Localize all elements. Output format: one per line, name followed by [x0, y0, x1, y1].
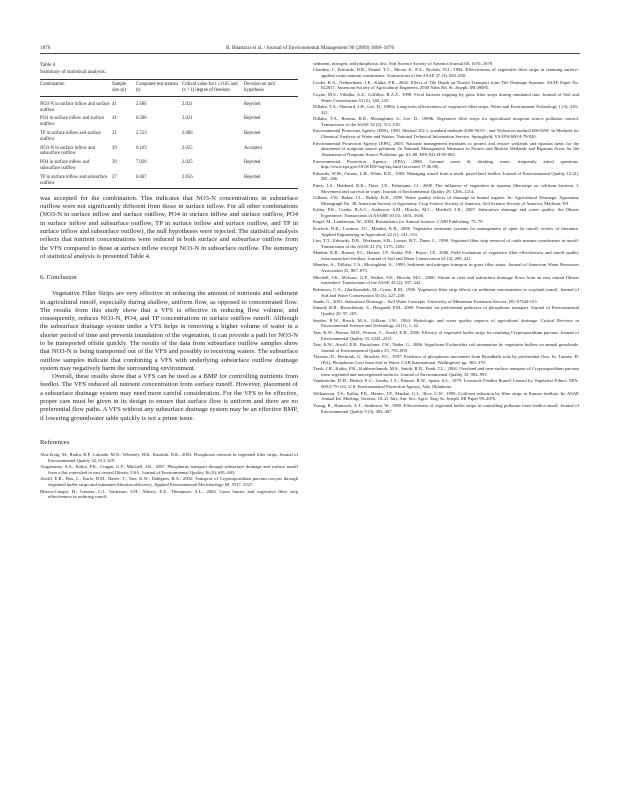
cell-decision: Accepted — [244, 145, 262, 151]
reference-item: Mitchell, J.K., McIsaac, G.F., Walker, S.E., Hirschi, M.C., 2000. Nitrate in river and subsurface drainage flows from an east central Illinois watershed. Transactions of the ASAE 43 (2), 337–342. — [313, 274, 579, 286]
references-list-left — [40, 452, 298, 500]
cell-sample-size: 39 — [112, 145, 117, 151]
cell-critical-value: 2.021 — [182, 116, 193, 122]
reference-item: Environmental Protection Agency (EPA), 2005. National management measures to protect and restore wetlands and riparian areas for the abatement of nonpoint source pollution. In National Management Measures to Protect and Restore Wetlands and Riparian Areas for the Abatement of Nonpoint Source Pollution, pp. 61–80. EPA 841-B-05-003. — [313, 140, 579, 158]
reference-item: Gilliam, J.W., Baker, J.L., Reddy, K.R., 1999. Water quality effects of drainage in humid regions. In: Agricultural Drainage, Agronomy Monograph No. 38. American Society of Agronomy, Crop Science Society of America, Soil Science Society of America, Madison, WI. — [313, 195, 579, 206]
col-sample-size: Sample size (n) — [112, 82, 127, 93]
reference-item: Mendez, A., Dillaha, T.A., Mostaghimi, S., 1999. Sediment and nitrogen transport in grass filter strips. Journal of American Water Resources Association 35, 867–875. — [313, 262, 579, 274]
references-list-right — [313, 61, 579, 414]
cell-test-statistic: 2.686 — [136, 101, 147, 107]
col-decision: Decision on null hypothesis — [244, 82, 275, 93]
cell-critical-value: 2.025 — [182, 160, 193, 166]
cell-test-statistic: 6.667 — [136, 174, 147, 180]
cell-combination: PO4 in surface inflow and subsurface outflow — [40, 160, 90, 171]
cell-sample-size: 21 — [112, 130, 117, 136]
header-rule — [40, 53, 580, 54]
col-combination: Combination — [40, 82, 65, 88]
table-row — [40, 96, 298, 115]
right-column — [313, 61, 579, 415]
table-row — [40, 173, 298, 188]
cell-critical-value: 2.086 — [182, 130, 193, 136]
cell-decision: Rejected — [244, 130, 261, 136]
intro-paragraph: was accepted for the combination. This indicates that NO3-N concentrations in subsurface outflow were not significantly different from those in surface inflow. For all other combinations (NO3-N in surface inflow and surface outflow, PO4 in surface inflow and surface outflow, PO4 in surface inflow and subsurface outflow, TP in surface inflow and surface outflow, and TP in surface inflow and subsurface outflow), the null hypotheses were rejected. The statistical analysis reflects that nutrient concentrations were reduced in both surface and subsurface outflow from the VFS compared to those at surface inflow except NO3-N in subsurface outflow. The summary of statistical analysis is presented Table 4. — [40, 194, 298, 260]
reference-item: Kalita, P.K., Cooke, R.A.C., Anderson, S.M., Hirschi, M.C., Mitchell, J.K., 2007. Subsurface drainage and water quality: the Illinois Experience. Transactions of ASABE 50 (5), 1651–1656. — [313, 207, 579, 219]
cell-decision: Rejected — [244, 116, 261, 122]
reference-item: Abu-Zreig, M., Rudra, R.P., Lalonde, M.N., Whiteley, H.R., Kaushik, N.K., 2003. Phosphorus removal in vegetated filter strips. Journal of Environmental Quality 32, 613–619. — [40, 451, 298, 463]
reference-item: Blanco-Canqui, H., Gantzer, C.J., Anderson, S.H., Alberts, E.E., Thompson, A.L., 2004. Grass barrier and vegetative filter strip effectiveness in reducing runoff, — [40, 488, 298, 500]
reference-item: Young, R., Huntrods, A.T., Anderson, W., 1980. Effectiveness of vegetated buffer strips in controlling pollution from feedlot runoff. Journal of Environmental Quality 9 (3), 483–487. — [313, 402, 579, 414]
cell-combination: NO3-N in surface inflow and subsurface outflow — [40, 145, 95, 157]
reference-item: Thomas, D., Heckrath, G., Brookes, P.C., 1997. Evidence of phosphorus movement from Broadbalk soils by preferential flow. In: Tunney, H. (Ed.), Phosphorus Loss from Soil to Water. CAB International, Wallingford, pp. 369–370. — [313, 354, 579, 365]
reference-item: sediment, nitrogen, and phosphorus loss. Soil Science Society of America Journal 68, 1670–1678. — [313, 61, 494, 66]
table-row — [40, 144, 298, 159]
table-row — [40, 129, 298, 144]
reference-item: Kagel, M., Lamberson, W., 2004. Biostatistics for Animal Science. CABI Publishing. 75–79. — [313, 219, 484, 225]
reference-item: Environmental Protection Agency (EPA), 2008. Ground water & drinking water: frequently asked questions. http://www.epa.gov/OGWDW/faq/faq.html (accessed 17.06.08). — [313, 158, 579, 170]
reference-item: Robinson, C.A., Ghaffarzadeh, M., Cruse, R.M., 1996. Vegetative filter strip effects on sediment concentration in cropland runoff. Journal of Soil and Water Conservation 50 (3), 227–230. — [313, 286, 579, 298]
cell-decision: Rejected — [244, 174, 261, 180]
reference-item: Snyder, R.W., Bosch, M.A., Gilliam, J.W., 1994. Hydrologic and water quality impacts of agricultural drainage. Critical Reviews in Environmental Science and Technology 24 (1), 1–32. — [313, 317, 579, 329]
page-number: 1876 — [40, 45, 51, 51]
left-column — [40, 61, 298, 501]
reference-item: Trask, J.R., Kalita, P.K., Kuhlenschmidt, M.S., Smith, R.D., Funk, T.L., 2004. Overland and near-surface transport of Cryptosporidium parvum from vegetated and nonvegetated surfaces. Journal of Environmental Quality 33, 984–993. — [313, 366, 579, 378]
conclusion-paragraph-2: Overall, these results show that a VFS can be used as a BMP for controlling nutrients from feedlot. The VFS reduced all nutrient concentration from surface runoff. However, placement of a subsurface drainage system may need more careful consideration. For the VFS to be effective, proper care must be given in its design to ensure that surface flow is uniform and there are no preferential flow paths. A VFS without any subsurface drainage system may be an effective BMP, if lowering groundwater table quickly is not a prime issue. — [40, 373, 298, 422]
cell-combination: NO3-N in surface inflow and surface outflow — [40, 101, 110, 113]
cell-combination: TP in surface inflow and surface outflow — [40, 130, 101, 142]
reference-item: Environmental Protection Agency (EPA), 1983. Method 352.1, standard methods 4500-NO3−, and Technicon method 696-82W. In Methods for Chemical Analysis of Water and Wastes. National Technical Information Service, Springfield, VA EPA/600/4-79/020. — [313, 128, 579, 140]
section-heading: 6. Conclusion — [40, 274, 77, 282]
cell-combination: TP in surface inflow and subsurface outflow — [40, 174, 108, 186]
reference-item: Mankin, K.R., Barnes, P.L., Harner, J.P., Kalita, P.K., Boyer, J.E., 2006. Field evaluation of vegetative filter effectiveness and runoff quality from unstocked feedlots. Journal of Soil and Water Conservation 61 (4), 209–221. — [313, 250, 579, 261]
reference-item: Simard, R.R., Beauchemin, S., Haygarth, P.M., 2000. Potential for preferential pathways of phosphorus transport. Journal of Environmental Quality 29, 97–105. — [313, 305, 579, 317]
cell-critical-value: 2.021 — [182, 101, 193, 107]
cell-sample-size: 41 — [112, 116, 117, 122]
reference-item: Koelsch, R.K., Lorimor, J.C., Mankin, K.R., 2006. Vegetative treatment systems for management of open lot runoff: review of literature. Applied Engineering in Agriculture 22 (1), 141–153. — [313, 225, 579, 237]
cell-test-statistic: 2.553 — [136, 130, 147, 136]
col-test-statistic: Computed test statistic (t) — [136, 82, 179, 93]
reference-item: Coyne, M.S., Villalba, A.Z., Gilfillen, R.A.Z., 1998. Fecal bacteria trapping by grass filter strips during simulated rain. Journal of Soil and Water Conservation 53 (2), 140–145. — [313, 91, 579, 103]
cell-sample-size: 39 — [112, 160, 117, 166]
cell-test-statistic: 6.586 — [136, 116, 147, 122]
conclusion-paragraph-1: Vegetative Filter Strips are very effective in reducing the amount of nutrients and sediment in agricultural runoff, especially during shallow, uniform flow, as opposed to concentrated flow. The results from this study show that a VFS is effective in reducing flow volume, and consequently, reduces NO3-N, PO4, and TP concentrations in surface outflow runoff. Although the subsurface drainage system under a VFS helps in removing a higher volume of water in a shorter period of time and prevents inundation of the vegetation, it can provide a path for NO3-N to be transported offsite quickly. The results of the data from subsurface outflow samples show that NO3-N is being transported out of the VFS and possibly to receiving waters. The subsurface outflow samples indicate that combining a VFS with underlying subsurface outflow drainage system may negatively harm the surrounding environment. — [40, 290, 298, 372]
table-caption: Table 4 Summary of statistical analysis. — [40, 62, 106, 75]
cell-sample-size: 27 — [112, 174, 117, 180]
cell-critical-value: 2.025 — [182, 145, 193, 151]
reference-item: Tate, K.W., Atwill, E.R., Bartolome, J.W., Nader, G., 2006. Significant Escherichia coli attenuation by vegetative buffers on annual grasslands. Journal of Environmental Quality 35, 795–805. — [313, 341, 579, 353]
cell-decision: Rejected — [244, 101, 261, 107]
cell-sample-size: 41 — [112, 101, 117, 107]
reference-item: Dillaha, T.A., Reneau, R.B., Mostaghimi, S., Lee, D., 1989b. Vegetative filter strips for agricultural nonpoint source pollution control. Transactions of the ASAE 32 (2), 513–519. — [313, 116, 579, 127]
statistics-table — [40, 79, 298, 189]
reference-item: Vanderholm, D.H., Dickey, E.C., Jacobs, J.A., Elmore, R.W., Spahr, S.L., 1979. Livestock Feedlot Runoff Control by Vegetative Filters. EPA-600/2-79-143. U.S. Environmental Protection Agency, Ada, Oklahoma. — [313, 378, 579, 390]
table-row — [40, 159, 298, 174]
reference-item: Chaubey, I., Edwards, D.R., Daniel, T.C., Moore Jr., P.A., Nichols, D.J., 1994. Effectiveness of vegetative filter strips in retaining surface-applied swine manure constituents. Transactions of the ASAE 37 (3), 845–850. — [313, 67, 579, 79]
reference-item: Williamson, T.S., Kalita, P.K., Harner, J.P., Mankin, G.L., Rice, C.W., 1999. Coliform reduction by filter strips in Kansas feedlots. In: ASAE Annual Int. Meeting, Toronto, 18–21 July. Am. Soc. Agric. Eng. St. Joseph, MI Paper 99–2076. — [313, 390, 579, 402]
cell-test-statistic: 0.163 — [136, 145, 147, 151]
cell-decision: Rejected — [244, 160, 261, 166]
cell-critical-value: 2.056 — [182, 174, 193, 180]
cell-combination: PO4 in surface inflow and surface outflow — [40, 116, 104, 128]
reference-item: Atwill, E.R., Hou, L., Karle, B.M., Harter, T., Tate, K.W., Dahlgren, R.A., 2002. Transport of Cryptosporidium parvum oocysts through vegetated buffer strips and estimated filtration efficiency. Applied Environmental Microbiology 68, 5517–5527. — [40, 476, 298, 488]
reference-item: Lim, T.T., Edwards, D.R., Workman, S.R., Larson, B.T., Dunn, L., 1998. Vegetated filter strip removal of cattle manure constituents in runoff. Transactions of the ASAE 41 (5), 1375–1381. — [313, 238, 579, 249]
reference-item: Tate, K.W., Pereira, M.D., Pereira, C., Atwill, E.R., 2006. Efficacy of vegetated buffer strips for retaining Cryptosporidium parvum. Journal of Environmental Quality 33, 2243–2251. — [313, 329, 579, 341]
reference-item: Cooke, R.A., Nehmelman, J.E., Kalita, P.K., 2002. Effect of Tile Depth on Nitrate Transport from Tile Drainage Systems. ASAE Paper No. 022017. American Society of Agricultural Engineers, 2950 Niles Rd, St. Joseph, MI 49085. — [313, 79, 579, 91]
journal-citation: R. Bhattarai et al. / Journal of Environmental Management 90 (2009) 1868–1876 — [225, 45, 395, 51]
references-heading: References — [40, 438, 70, 446]
reference-item: Sands, G., 2001. Subsurface Drainage – Soil Water Concepts. University of Minnesota Extension Service. BU-07644-GO. — [313, 298, 538, 304]
table-row — [40, 115, 298, 130]
col-critical-value: Critical value for t ≤ 0.05 and (n ? 1) degree of freedom — [182, 82, 238, 93]
table-header-row — [40, 80, 298, 97]
cell-test-statistic: 7.926 — [136, 160, 147, 166]
reference-item: Alagarsamy, A.S., Kalita, P.K., Cragan, G.F., Mitchell, J.K., 2007. Phosphorus transport through subsurface drainage and surface runoff from a flat watershed in east central Illinois, USA. Journal of Environmental Quality 36 (3), 681–693. — [40, 464, 298, 475]
reference-item: Edwards, W.M., Owens, L.B., White, R.K., 1983. Managing runoff from a small, paved beef feedlot. Journal of Environmental Quality 12 (2), 281–286. — [313, 170, 579, 182]
reference-item: Entry, J.A., Hubbard, R.K., Thies, J.E., Fuhrmann, J.J., 2000. The influence of vegetation in riparian filterstrips on coliform bacteria. I. Movement and survival in water. Journal of Environmental Quality 29, 1206–1214. — [313, 182, 579, 194]
reference-item: Dillaha, T.A., Sherrard, J.H., Lee, D., 1989a. Long-term effectiveness of vegetative filter strips. Water and Environment Technology 1 (3), 419–421. — [313, 103, 579, 115]
